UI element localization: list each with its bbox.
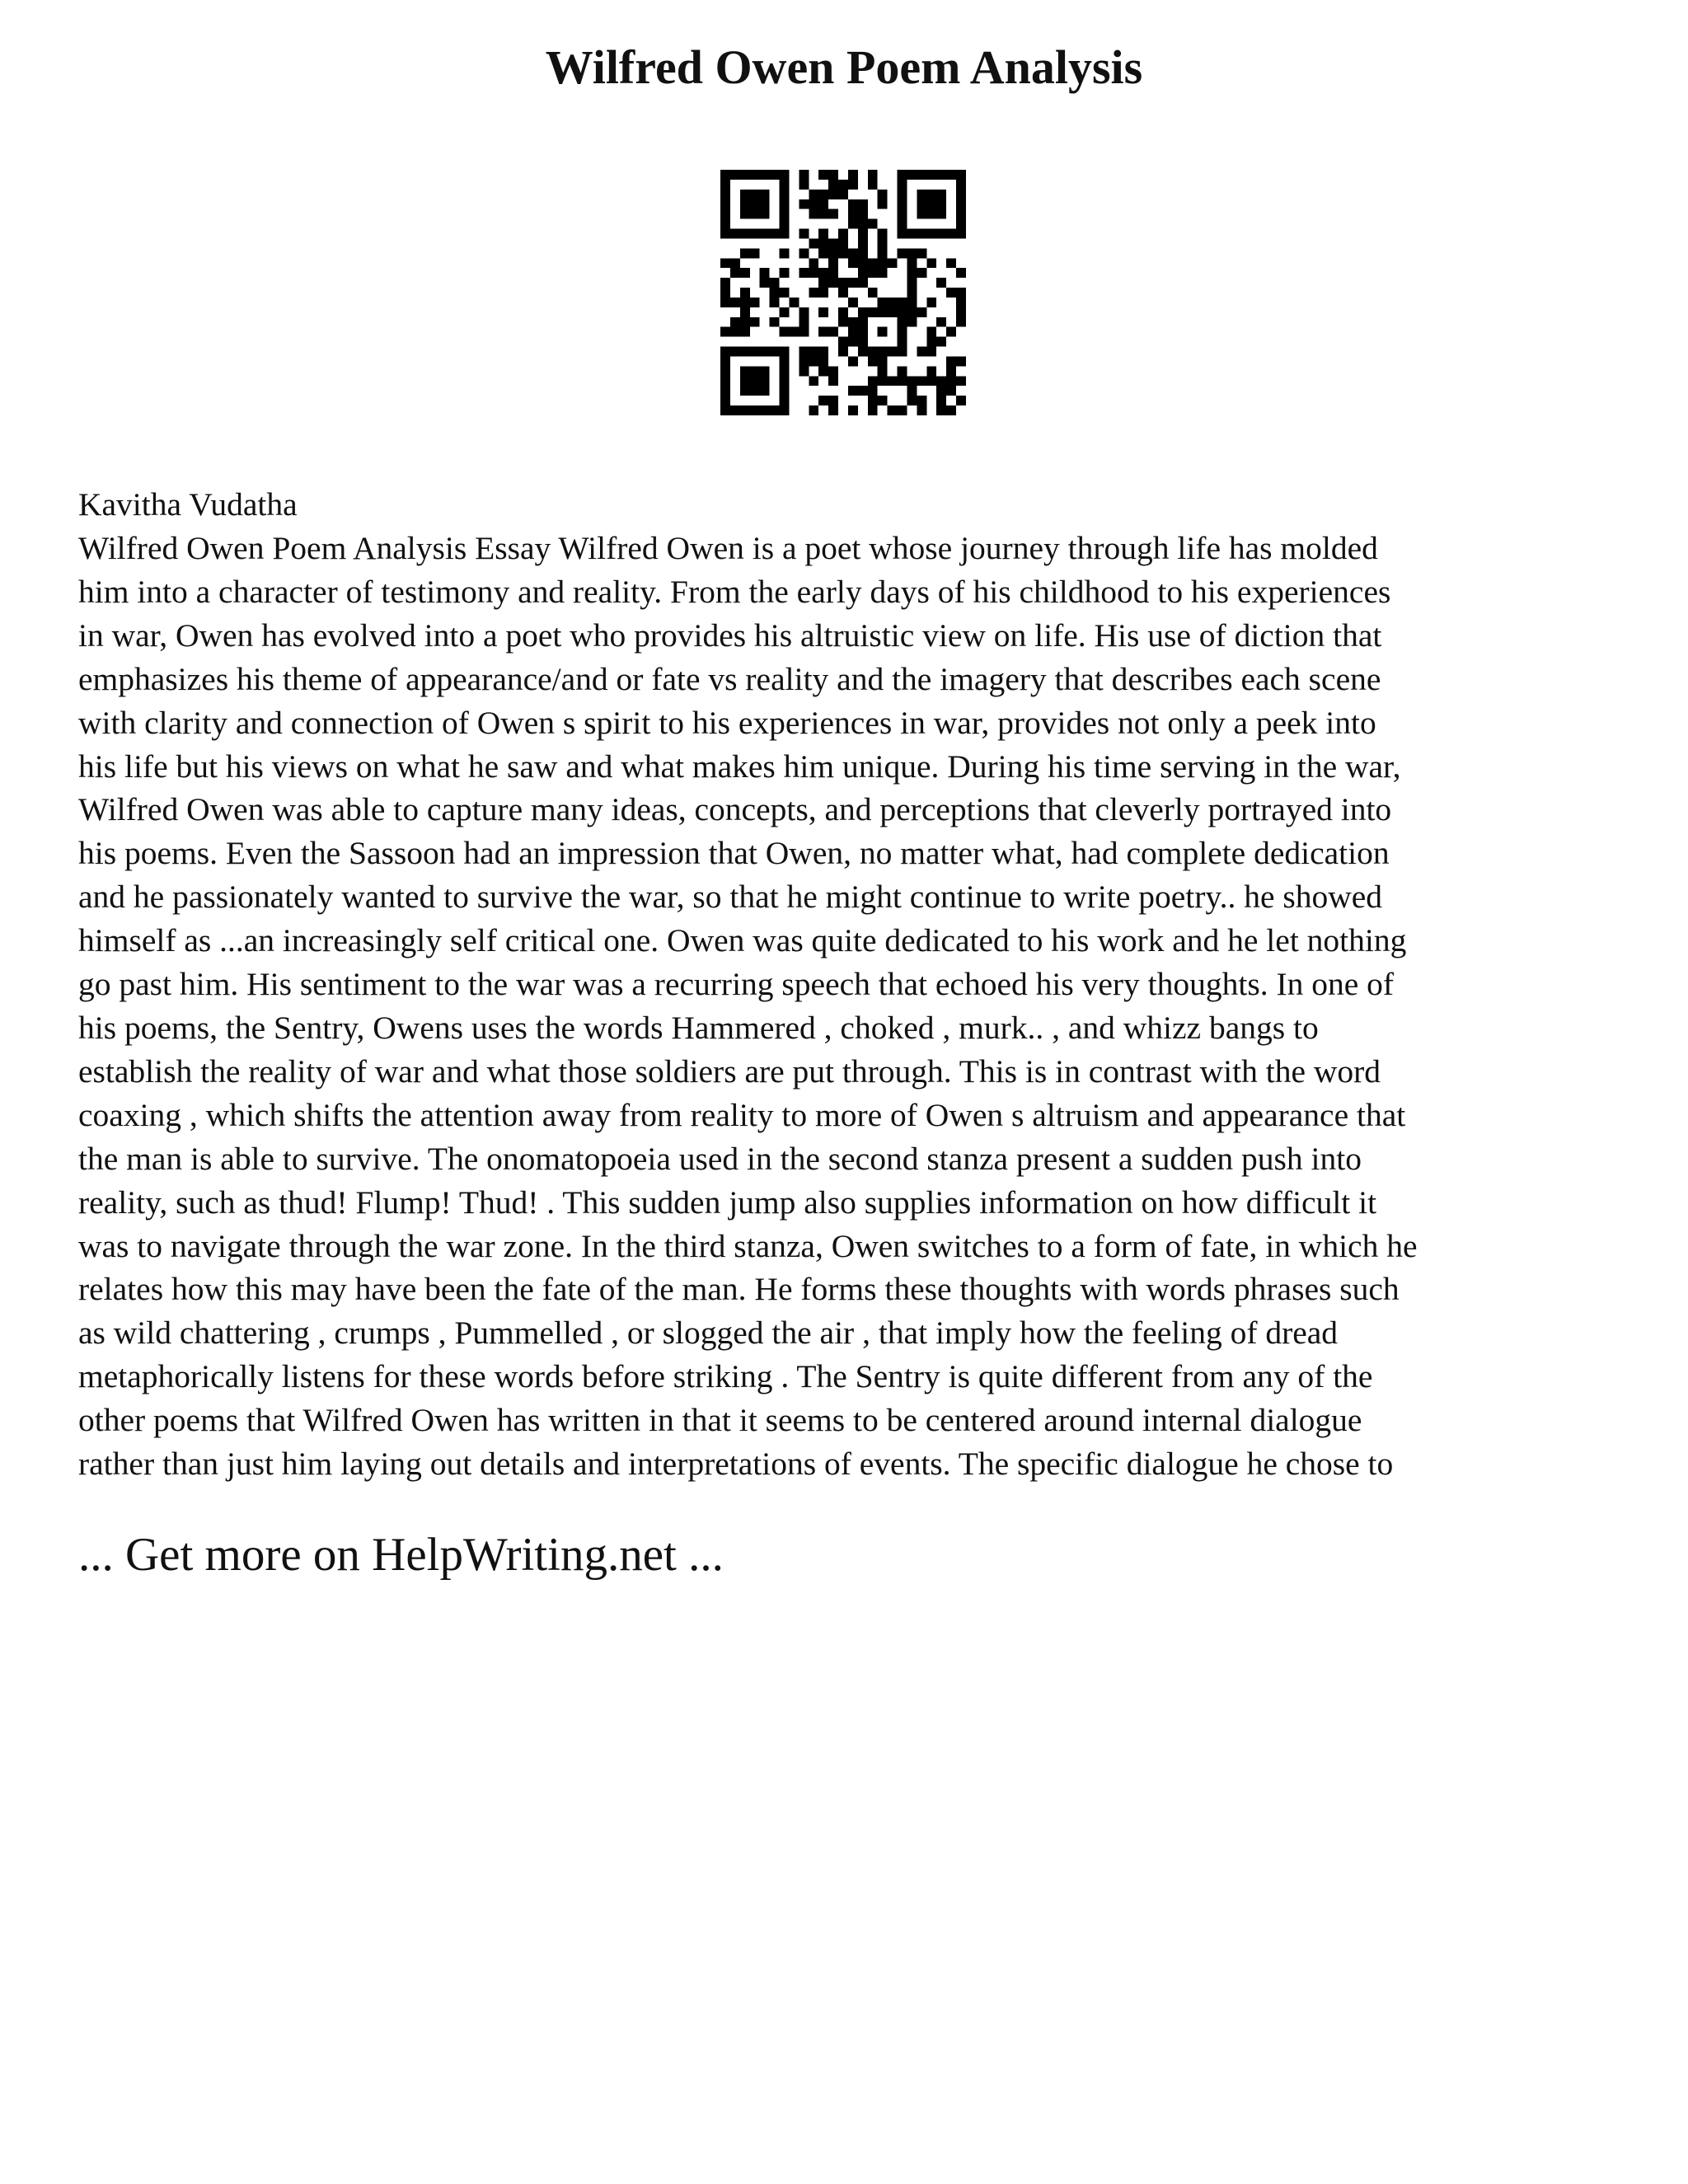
essay-line: his life but his views on what he saw and what makes him unique. During his time serving in the war, [78, 748, 1401, 785]
essay-line: with clarity and connection of Owen s spirit to his experiences in war, provides not only a peek into [78, 704, 1376, 741]
essay-line: was to navigate through the war zone. In the third stanza, Owen switches to a form of fate, in which he [78, 1227, 1418, 1264]
get-more-link[interactable]: ... Get more on HelpWriting.net ... [78, 1529, 724, 1581]
essay-line: coaxing , which shifts the attention away from reality to more of Owen s altruism and appearance that [78, 1096, 1406, 1133]
page-title: Wilfred Owen Poem Analysis [545, 40, 1143, 94]
essay-line: metaphorically listens for these words before striking . The Sentry is quite different from any of the [78, 1358, 1373, 1395]
essay-line: Wilfred Owen was able to capture many ideas, concepts, and perceptions that cleverly portrayed into [78, 791, 1392, 828]
essay-line: his poems, the Sentry, Owens uses the words Hammered , choked , murk.. , and whizz bangs to [78, 1009, 1319, 1046]
essay-line: relates how this may have been the fate of the man. He forms these thoughts with words phrases such [78, 1271, 1400, 1308]
essay-line: other poems that Wilfred Owen has written in that it seems to be centered around internal dialogue [78, 1402, 1362, 1439]
essay-line: his poems. Even the Sassoon had an impression that Owen, no matter what, had complete dedication [78, 835, 1390, 872]
essay-body [78, 527, 1628, 1486]
qr-code-icon [720, 170, 966, 415]
essay-line: him into a character of testimony and reality. From the early days of his childhood to his experiences [78, 573, 1391, 610]
essay-line: himself as ...an increasingly self critical one. Owen was quite dedicated to his work and he let nothing [78, 922, 1407, 959]
essay-line: emphasizes his theme of appearance/and or fate vs reality and the imagery that describes each scene [78, 660, 1381, 697]
essay-line: rather than just him laying out details and interpretations of events. The specific dialogue he chose to [78, 1446, 1394, 1483]
essay-line: the man is able to survive. The onomatopoeia used in the second stanza present a sudden push into [78, 1140, 1362, 1177]
author-name: Kavitha Vudatha [78, 486, 298, 523]
essay-line: and he passionately wanted to survive the war, so that he might continue to write poetry.. he showed [78, 879, 1383, 916]
qr-code-modules [720, 170, 966, 415]
essay-line: Wilfred Owen Poem Analysis Essay Wilfred Owen is a poet whose journey through life has molded [78, 530, 1378, 566]
essay-line: establish the reality of war and what those soldiers are put through. This is in contrast with the word [78, 1052, 1381, 1090]
essay-line: reality, such as thud! Flump! Thud! . This sudden jump also supplies information on how difficult it [78, 1183, 1377, 1221]
essay-line: as wild chattering , crumps , Pummelled , or slogged the air , that imply how the feeling of dread [78, 1315, 1339, 1352]
essay-line: go past him. His sentiment to the war was a recurring speech that echoed his very thoughts. In one of [78, 966, 1395, 1003]
essay-line: in war, Owen has evolved into a poet who provides his altruistic view on life. His use of diction that [78, 616, 1382, 654]
